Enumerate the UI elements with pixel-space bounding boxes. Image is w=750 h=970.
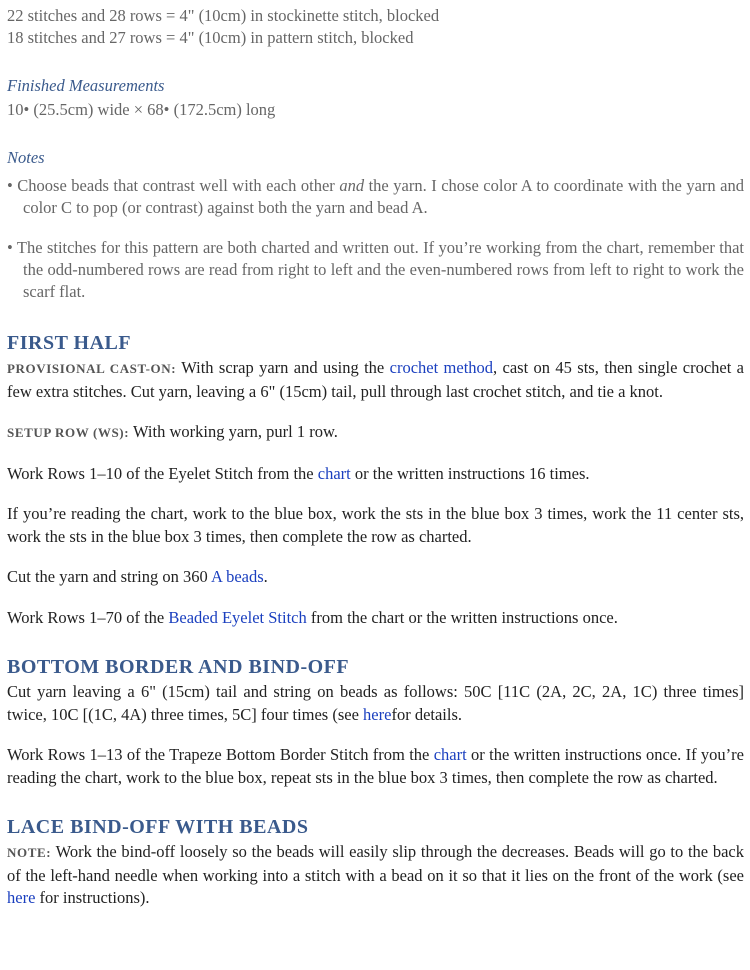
trapeze-text-before: Work Rows 1–13 of the Trapeze Bottom Border Stitch from the [7, 745, 434, 764]
crochet-method-link[interactable]: crochet method [389, 358, 494, 377]
eyelet-paragraph [7, 463, 744, 486]
eyelet-text-before: Work Rows 1–10 of the Eyelet Stitch from the [7, 463, 318, 483]
notes-heading: Notes [7, 148, 45, 167]
trapeze-paragraph [7, 744, 744, 789]
details-here-link[interactable]: here [363, 704, 392, 724]
setup-row-text: With working yarn, purl 1 row. [129, 422, 338, 441]
provisional-cast-on-label: PROVISIONAL CAST-ON: [7, 361, 177, 376]
finished-measurements-heading: Finished Measurements [7, 76, 165, 95]
lace-bindoff-heading: LACE BIND-OFF WITH BEADS [7, 816, 309, 838]
finished-measurements-text: 10• (25.5cm) wide × 68• (172.5cm) long [7, 100, 276, 119]
note-label: NOTE: [7, 845, 52, 860]
notes-bullet-beads-part2: the yarn. I chose color A to coordinate with the yarn and color C to pop (or contrast) against both the yarn and bead A. [23, 176, 744, 217]
eyelet-chart-link[interactable]: chart [317, 463, 351, 483]
chart-reading-paragraph: If you’re reading the chart, work to the blue box, work the sts in the blue box 3 times, work the 11 center sts, work the sts in the blue box 3 times, then complete the row as charted. [7, 504, 744, 546]
note-text-after: for instructions). [35, 888, 150, 907]
string-beads-paragraph [7, 566, 744, 589]
string-beads-text-after: . [263, 567, 268, 586]
pattern-page [7, 0, 744, 910]
notes-bullet-beads-part1: • Choose beads that contrast well with each other [7, 176, 340, 195]
setup-row-label: SETUP ROW (WS): [7, 425, 130, 440]
beaded-eyelet-text-before: Work Rows 1–70 of the [7, 607, 169, 627]
notes-bullet-beads-italic: and [339, 176, 365, 195]
setup-row-paragraph [7, 421, 744, 445]
gauge-pattern: 18 stitches and 27 rows = 4" (10cm) in pattern stitch, blocked [7, 28, 414, 47]
string-beads-text-before: Cut the yarn and string on 360 [7, 567, 211, 586]
beaded-eyelet-stitch-link[interactable]: Beaded Eyelet Stitch [168, 607, 307, 627]
provisional-text-before: With scrap yarn and using the [176, 358, 390, 377]
beaded-eyelet-text-after: from the chart or the written instructions once. [306, 607, 618, 627]
trapeze-chart-link[interactable]: chart [433, 745, 467, 764]
eyelet-text-after: or the written instructions 16 times. [350, 463, 590, 483]
cut-yarn-text-before: Cut yarn leaving a 6" (15cm) tail and string on beads as follows: 50C [11C (2A, 2C, 2A, 1C) three times] twice, 10C [(1C, 4A) three times, 5C] four times (see [7, 682, 744, 724]
bottom-border-heading: BOTTOM BORDER AND BIND-OFF [7, 656, 350, 678]
provisional-text-after: , cast on 45 sts, then single crochet a few extra stitches. Cut yarn, leaving a 6" (15cm) tail, pull through last crochet stitch, and tie a knot. [7, 358, 744, 401]
notes-bullet-chart: • The stitches for this pattern are both charted and written out. If you’re working from the chart, remember that the odd-numbered rows are read from right to left and the even-numbered rows from left to right to work the scarf flat. [7, 238, 744, 301]
first-half-heading: FIRST HALF [7, 332, 132, 354]
gauge-stockinette: 22 stitches and 28 rows = 4" (10cm) in stockinette stitch, blocked [7, 6, 440, 25]
beaded-eyelet-paragraph [7, 607, 744, 630]
provisional-cast-on-paragraph [7, 357, 744, 403]
bindoff-note-paragraph [7, 841, 744, 910]
notes-bullet-beads [7, 175, 744, 219]
instructions-here-link[interactable]: here [7, 888, 36, 907]
trapeze-text-after: or the written instructions once. If you’re reading the chart, work to the blue box, repeat sts in the blue box 3 times, then complete the row as charted. [7, 745, 744, 787]
a-beads-link[interactable]: A beads [210, 567, 264, 586]
cut-yarn-text-after: for details. [391, 704, 463, 724]
note-text-before: Work the bind-off loosely so the beads will easily slip through the decreases. Beads will go to the back of the left-hand needle when working into a stitch with a bead on it so that it lies on the front of the work (see [7, 842, 744, 885]
cut-yarn-paragraph [7, 681, 744, 726]
